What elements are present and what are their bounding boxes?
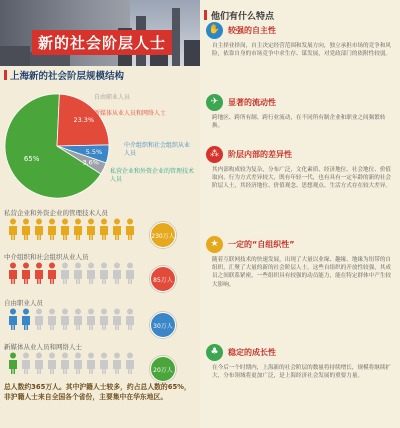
pie-value-label: 65% xyxy=(23,155,40,164)
person-icon xyxy=(48,309,56,331)
right-panel xyxy=(200,0,400,428)
person-icon xyxy=(74,263,82,285)
people-pictogram xyxy=(8,352,138,374)
person-icon xyxy=(9,353,17,375)
pie-value-label: 5.5% xyxy=(85,147,103,156)
legend-text-new-media: 新媒体从业人员和网络人士 xyxy=(94,110,167,117)
people-row-title: 新媒体从业人员和网络人士 xyxy=(4,343,82,351)
legend-text-freelance: 自由职业人员 xyxy=(94,94,131,101)
feature-body: 在今后一个时期内，上海新的社会阶层的数量将持续增长，规模将继续扩大，分布领域将更加广泛，是上海经济社会发展的重要力量。 xyxy=(212,365,392,380)
person-icon xyxy=(9,309,17,331)
feature-body: 随着互联网技术的快速发展，出现了大量以业缘、趣缘、地缘为纽带的自组织，汇聚了大量的新的社会阶层人士，这些自组织的开放性较强，其成员之间联系紧密，一些组织具有较强的动员能力，能在特定群体中产生较大影响。 xyxy=(212,257,392,288)
person-icon xyxy=(74,219,82,241)
person-icon xyxy=(126,353,134,375)
crowd-silhouette xyxy=(0,46,30,66)
feature-body: 其内部构成较为复杂，分布广泛，文化素质、经济地位、社会地位、价值取向、行为方式差异较大，既有年轻一代，也有具有一定年龄的新的社会阶层人士，其经济地位、价值观念、思想观点、生活方式存在较大差异。 xyxy=(212,167,392,190)
feature-body: 自主择业择岗，自主决定经营范围和发展方向，独立承担市场的竞争和风险，依靠自身的市场竞争中求生存、谋发展，对党政部门的依附性较弱。 xyxy=(212,43,392,58)
person-icon xyxy=(87,309,95,331)
value-badge: 85万人 xyxy=(150,266,176,292)
plane-icon: ✈ xyxy=(206,94,223,111)
person-icon xyxy=(35,309,43,331)
person-icon xyxy=(9,263,17,285)
person-icon xyxy=(74,353,82,375)
person-icon xyxy=(35,263,43,285)
person-icon xyxy=(113,263,121,285)
summary-text: 总人数约365万人。其中沪籍人士较多，约占总人数的65%，非沪籍人士来自全国各个省份，主要集中在华东地区。 xyxy=(4,383,191,401)
handshake-icon: ✋ xyxy=(206,22,223,39)
person-icon xyxy=(126,263,134,285)
person-icon xyxy=(100,219,108,241)
pie-chart-area xyxy=(2,84,198,206)
person-icon xyxy=(113,309,121,331)
pie-chart xyxy=(2,84,112,204)
page-title: 新的社会阶层人士 xyxy=(32,30,172,55)
feature-title: 一定的“自组织性” xyxy=(228,240,295,249)
people-row-title: 私营企业和外资企业的管理技术人员 xyxy=(4,209,108,217)
pie-value-label: 3.6% xyxy=(82,158,99,167)
person-icon xyxy=(9,219,17,241)
person-icon xyxy=(48,219,56,241)
value-badge: 30万人 xyxy=(150,312,176,338)
person-icon xyxy=(61,263,69,285)
feature-title: 显著的流动性 xyxy=(228,98,276,107)
section-title-text: 上海新的社会阶层规模结构 xyxy=(10,71,125,82)
person-icon xyxy=(113,353,121,375)
feature-body: 跨地区、跨所有制、跨行业流动，在不同所有制企业和职业之间频繁转换。 xyxy=(212,115,386,130)
value-badge: 230万人 xyxy=(150,222,176,248)
person-icon xyxy=(48,263,56,285)
person-icon xyxy=(113,219,121,241)
person-icon xyxy=(87,219,95,241)
people-row-title: 中介组织和社会组织从业人员 xyxy=(4,253,89,261)
feature-title: 阶层内部的差异性 xyxy=(228,150,292,159)
person-icon xyxy=(61,353,69,375)
building xyxy=(172,8,180,66)
person-icon xyxy=(126,219,134,241)
person-icon xyxy=(87,353,95,375)
legend-text-intermediary: 中介组织和社会组织从业人员 xyxy=(124,142,191,157)
dots-icon: ⁂ xyxy=(206,146,223,163)
features-header-text: 他们有什么特点 xyxy=(211,12,275,22)
star-icon: ★ xyxy=(206,236,223,253)
people-row-title: 自由职业人员 xyxy=(4,299,43,307)
people-pictogram xyxy=(8,262,138,284)
title-accent-bar xyxy=(204,10,207,20)
person-icon xyxy=(100,353,108,375)
section-title xyxy=(4,68,124,82)
people-row xyxy=(2,252,198,304)
person-icon xyxy=(100,263,108,285)
person-icon xyxy=(22,309,30,331)
features-header xyxy=(204,4,396,22)
banner xyxy=(0,0,200,66)
person-icon xyxy=(22,353,30,375)
feature-title: 较强的自主性 xyxy=(228,26,276,35)
leaf-icon: ♣ xyxy=(206,344,223,361)
feature-title: 稳定的成长性 xyxy=(228,348,276,357)
people-pictogram xyxy=(8,308,138,330)
person-icon xyxy=(22,263,30,285)
person-icon xyxy=(48,353,56,375)
person-icon xyxy=(74,309,82,331)
person-icon xyxy=(22,219,30,241)
title-accent-bar xyxy=(4,70,7,80)
person-icon xyxy=(61,309,69,331)
person-icon xyxy=(87,263,95,285)
person-icon xyxy=(35,353,43,375)
value-badge: 20万人 xyxy=(150,356,176,382)
pie-value-label: 23.3% xyxy=(73,115,95,124)
person-icon xyxy=(126,309,134,331)
legend-text-management: 私营企业和外资企业的管理技术人员 xyxy=(110,168,195,183)
person-icon xyxy=(35,219,43,241)
building xyxy=(184,40,200,66)
people-pictogram xyxy=(8,218,138,240)
person-icon xyxy=(61,219,69,241)
person-icon xyxy=(100,309,108,331)
